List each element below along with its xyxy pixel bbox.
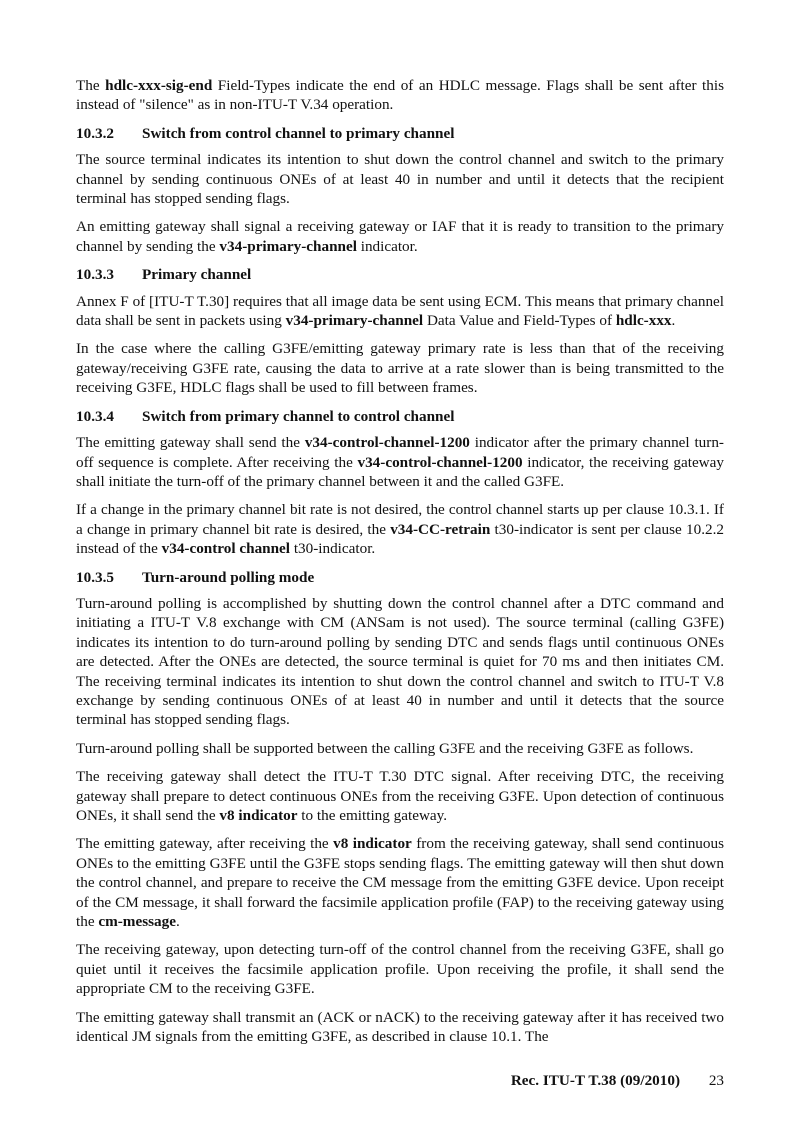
message-term: cm-message [98, 913, 176, 931]
document-page [76, 76, 724, 1055]
text: The receiving gateway shall detect the ITU-T T.30 DTC signal. After receiving DTC, the receiving gateway shall prepare to detect continuous ONEs from the receiving G3FE. Upon detection of continuous ONEs, it shall send the [76, 768, 724, 824]
text: t30-indicator. [290, 540, 376, 558]
indicator-term: v34-control-channel-1200 [357, 453, 523, 471]
field-type-term: hdlc-xxx-sig-end [105, 77, 213, 94]
paragraph [76, 500, 724, 558]
page-footer [76, 1072, 724, 1090]
indicator-term: v34-control channel [161, 540, 291, 558]
text: to the emitting gateway. [297, 807, 448, 824]
indicator-term: v34-primary-channel [219, 237, 357, 255]
field-type-term: hdlc-xxx [615, 312, 672, 330]
paragraph: Turn-around polling is accomplished by shutting down the control channel after a DTC command and initiating a ITU-T V.8 exchange with CM (ANSam is not used). The source terminal (calling G3FE) indicates its intention to do turn-around polling by sending DTC and sends flags until continuous ONEs are detected. After the ONEs are detected, the source terminal is quiet for 70 ms and then initiates CM. The receiving terminal indicates its intention to shut down the control channel and switch to ITU-T V.8 exchange by sending continuous ONEs of at least 40 in number and until it detects that the source terminal has stopped sending flags. [76, 594, 724, 729]
section-heading-10-3-4 [76, 407, 724, 426]
indicator-term: v34-control-channel-1200 [304, 434, 470, 452]
text: Annex F of [ITU-T T.30] requires that all image data be sent using ECM. This means that primary channel data shall be sent in packets using [76, 292, 724, 330]
paragraph: Turn-around polling shall be supported between the calling G3FE and the receiving G3FE as follows. [76, 739, 694, 757]
paragraph: The emitting gateway shall transmit an (ACK or nACK) to the receiving gateway after it has received two identical JM signals from the emitting G3FE, as described in clause 10.1. The [76, 1008, 724, 1046]
indicator-term: v8 indicator [219, 807, 298, 824]
text: t30-indicator is sent per clause 10.2.2 instead of the [76, 520, 724, 558]
section-title: Primary channel [142, 266, 252, 284]
paragraph [76, 292, 724, 331]
paragraph: The source terminal indicates its intention to shut down the control channel and switch to the primary channel by sending continuous ONEs of at least 40 in number and until it detects that the recipient terminal has stopped sending flags. [76, 151, 724, 208]
recommendation-label: Rec. ITU-T T.38 (09/2010) [510, 1072, 680, 1089]
text: If a change in the primary channel bit rate is not desired, the control channel starts up per clause 10.3.1. If a change in primary channel bit rate is desired, the [76, 501, 724, 538]
section-number: 10.3.4 [76, 407, 114, 425]
section-number: 10.3.3 [76, 266, 114, 284]
text: indicator. [356, 237, 418, 255]
section-title: Switch from control channel to primary channel [142, 124, 455, 142]
paragraph: The receiving gateway, upon detecting turn-off of the control channel from the receiving G3FE, shall go quiet until it receives the facsimile application profile. Upon receiving the profile, it shall send the appropriate CM to the receiving G3FE. [76, 941, 724, 998]
paragraph: In the case where the calling G3FE/emitting gateway primary rate is less than that of the receiving gateway/receiving G3FE rate, causing the data to arrive at a rate slower than is being transmitted to the receiving G3FE, HDLC flags shall be used to fill between frames. [76, 340, 724, 397]
section-title: Switch from primary channel to control channel [142, 407, 455, 425]
text: The [76, 77, 106, 94]
section-title: Turn-around polling mode [142, 568, 315, 586]
text: . [671, 312, 676, 330]
paragraph [76, 76, 724, 115]
paragraph [76, 767, 724, 825]
paragraph [76, 834, 724, 931]
indicator-term: v8 indicator [333, 835, 412, 853]
indicator-term: v34-primary-channel [285, 312, 424, 330]
section-number: 10.3.2 [76, 124, 114, 142]
text: indicator, the receiving gateway shall initiate the turn-off of the primary channel between it and the called G3FE. [76, 453, 724, 490]
text: The emitting gateway shall send the [76, 434, 305, 452]
text: . [175, 913, 180, 931]
section-heading-10-3-2 [76, 124, 724, 143]
text: The emitting gateway, after receiving the [76, 835, 334, 853]
section-heading-10-3-3 [76, 265, 724, 284]
paragraph [76, 433, 724, 491]
text: Field-Types indicate the end of an HDLC message. Flags shall be sent after this instead of "silence" as in non-ITU-T V.34 operation. [76, 77, 724, 114]
paragraph [76, 217, 724, 256]
section-heading-10-3-5 [76, 568, 724, 587]
text: An emitting gateway shall signal a receiving gateway or IAF that it is ready to transition to the primary channel by sending the [76, 218, 724, 255]
indicator-term: v34-CC-retrain [390, 520, 491, 538]
section-number: 10.3.5 [76, 568, 114, 586]
page-number: 23 [708, 1072, 724, 1089]
text: Data Value and Field-Types of [423, 312, 616, 330]
text: from the receiving gateway, shall send continuous ONEs to the emitting G3FE until the G3FE stops sending flags. The emitting gateway will then shut down the control channel, and prepare to receive the CM message from the emitting G3FE device. Upon receipt of the CM message, it shall forward the facsimile application profile (FAP) to the receiving gateway using the [76, 835, 724, 931]
text: indicator after the primary channel turn-off sequence is complete. After receiving the [76, 434, 724, 471]
